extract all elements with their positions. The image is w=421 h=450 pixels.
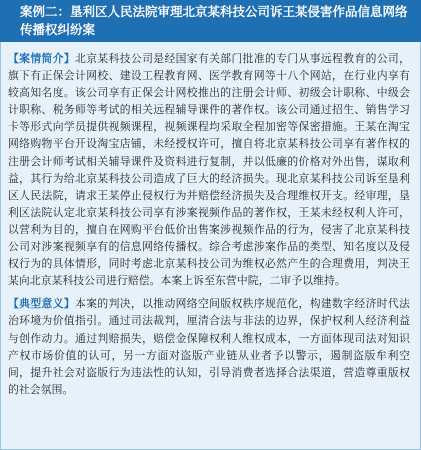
typical-significance-label: 【典型意义】 [8,297,76,311]
case-title: 案例二：垦利区人民法院审理北京某科技公司诉王某侵害作品信息网络传播权纠纷案 [20,4,408,37]
case-summary-paragraph [8,50,410,289]
typical-significance-text: 本案的判决，以推动网络空间版权秩序规范化，构建数字经济时代法治环境为价值指引。通过司法裁判，厘清合法与非法的边界，保护权利人经济利益与创作动力。通过判赔损失，赔偿金保障权利人维权成本，一方面体现司法对知识产权市场价值的认可，另一方面对盗版产业链从业者予以警示，遏制盗版牟利空间，提升社会对盗版行为违法性的认知，引导消费者选择合法渠道，营造尊重版权的社会氛围。 [8,297,410,396]
case-summary-text: 北京某科技公司是经国家有关部门批准的专门从事远程教育的公司，旗下有正保会计网校、建设工程教育网、医学教育网等十八个网站，在行业内享有较高知名度。该公司享有正保会计网校推出的注册会计师、初级会计职称、中级会计职称、税务师等考试的相关远程辅导课件的著作权。该公司通过招生、销售学习卡等形式向学员提供视频课程，视频课程均采取全程加密等保密措施。王某在淘宝网络购物平台开设淘宝店铺，未经授权许可，擅自将北京某科技公司享有著作权的注册会计师考试相关辅导课件及资料进行复制，并以低廉的价格对外出售，谋取利益，其行为给北京某科技公司造成了巨大的经济损失。现北京某科技公司诉至垦利区人民法院，请求王某停止侵权行为并赔偿经济损失及合理维权开支。经审理，垦利区法院认定北京某科技公司享有涉案视频作品的著作权，王某未经权利人许可，以营利为目的，擅自在网购平台低价出售案涉视频作品的行为，侵害了北京某科技公司对涉案视频享有的信息网络传播权。综合考虑涉案作品的类型、知名度以及侵权行为的具体情形，同时考虑北京某科技公司为维权必然产生的合理费用，判决王某向北京某科技公司进行赔偿。本案上诉至东营中院，二审予以维持。 [8,52,410,288]
typical-significance-paragraph [8,295,410,398]
case-content-panel [0,42,421,450]
case-title-banner [0,0,421,42]
case-summary-label: 【案情简介】 [8,52,76,65]
